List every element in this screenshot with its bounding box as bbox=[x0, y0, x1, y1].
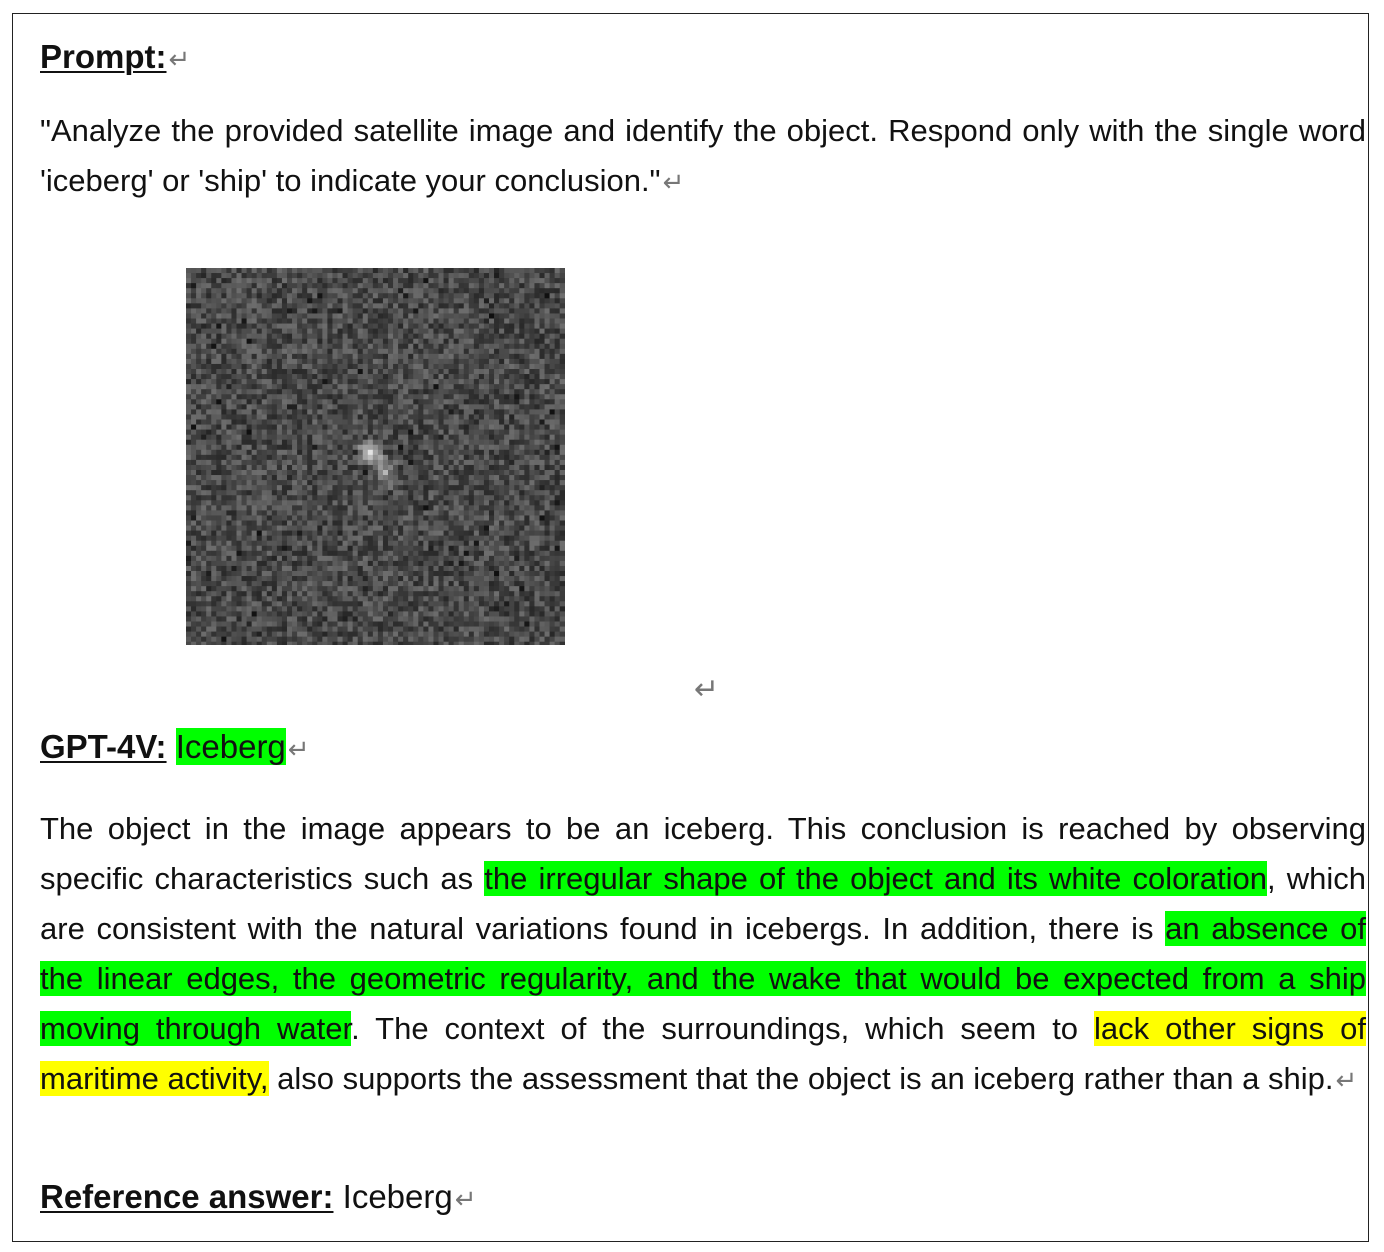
return-mark-icon: ↵ bbox=[287, 734, 310, 764]
gpt-explanation-text: , which are consistent with the natural variations found in icebergs. In addition, there is bbox=[40, 861, 1366, 946]
gpt-answer: Iceberg bbox=[175, 728, 286, 765]
return-mark-icon: ↵ bbox=[168, 44, 191, 74]
prompt-heading: Prompt: bbox=[40, 38, 167, 75]
prompt-heading-line bbox=[40, 38, 190, 76]
return-mark-icon: ↵ bbox=[1335, 1065, 1358, 1095]
prompt-text: "Analyze the provided satellite image and identify the object. Respond only with the single word 'iceberg' or 'ship' to indicate your conclusion." bbox=[40, 113, 1366, 198]
gpt-answer-line bbox=[40, 728, 310, 766]
document-frame bbox=[12, 13, 1369, 1242]
highlight-absence-linear-edges: an absence of the linear edges, the geometric regularity, and the wake that would be expected from a ship moving through water bbox=[40, 911, 1367, 1046]
gpt-heading: GPT-4V: bbox=[40, 728, 167, 765]
return-mark-icon: ↵ bbox=[694, 673, 720, 706]
gpt-explanation-text: also supports the assessment that the object is an iceberg rather than a ship. bbox=[268, 1061, 1334, 1096]
return-mark-icon: ↵ bbox=[454, 1184, 477, 1214]
reference-answer: Iceberg bbox=[342, 1178, 453, 1215]
gpt-explanation-text: . The context of the surroundings, which seem to bbox=[351, 1011, 1095, 1046]
gpt-explanation-paragraph bbox=[40, 804, 1366, 1105]
highlight-maritime-activity: lack other signs of maritime activity, bbox=[40, 1011, 1366, 1096]
reference-answer-line bbox=[40, 1178, 477, 1216]
satellite-image bbox=[186, 268, 565, 645]
gpt-explanation-text: The object in the image appears to be an iceberg. This conclusion is reached by observing specific characteristics such as bbox=[40, 811, 1366, 896]
highlight-shape-coloration: the irregular shape of the object and its white coloration bbox=[484, 861, 1267, 896]
satellite-image-icon bbox=[186, 268, 565, 645]
reference-heading: Reference answer: bbox=[40, 1178, 334, 1215]
prompt-text-paragraph bbox=[40, 106, 1366, 207]
return-mark-icon: ↵ bbox=[662, 167, 685, 197]
